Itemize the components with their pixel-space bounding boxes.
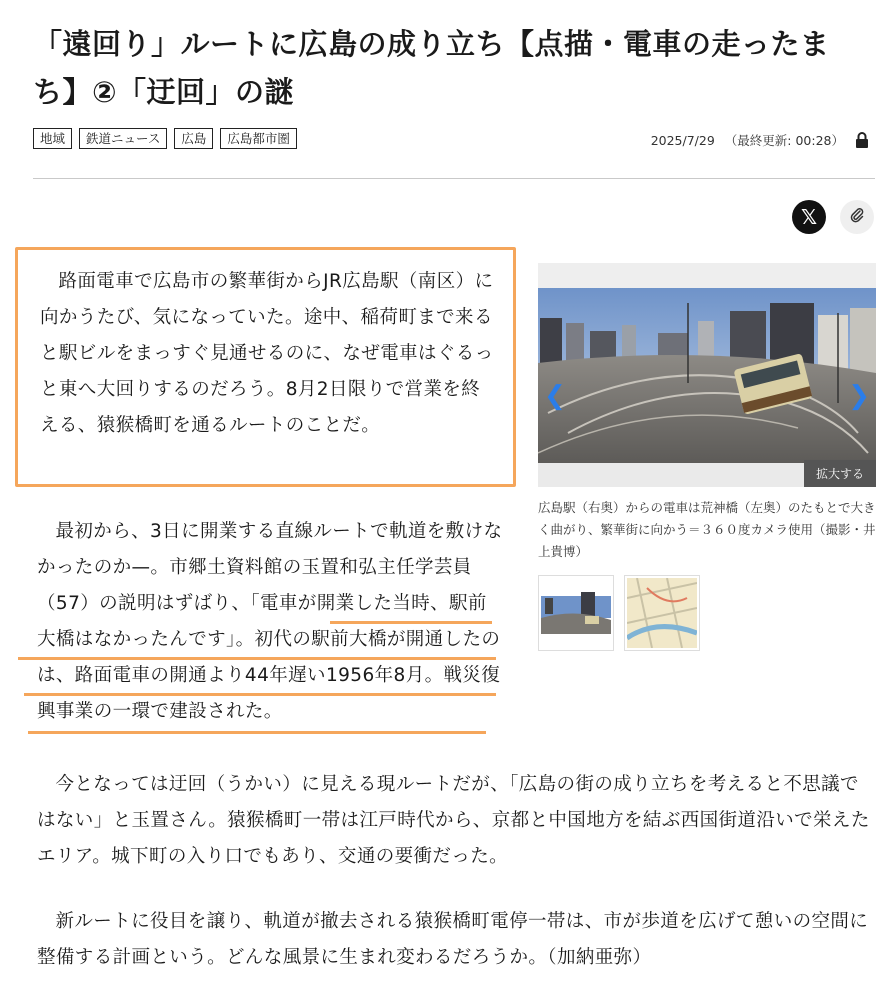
highlight-underline <box>24 693 496 696</box>
lock-icon <box>854 131 870 149</box>
tag-hiroshima-metro[interactable]: 広島都市圏 <box>220 128 297 149</box>
publish-date: 2025/7/29 <box>650 132 715 148</box>
header-divider <box>33 178 875 179</box>
photo-carousel[interactable] <box>538 263 876 487</box>
body-paragraph-4 <box>37 904 877 976</box>
article-headline: 「遠回り」ルートに広島の成り立ち【点描・電車の走ったまち】②「迂回」の謎 <box>33 27 830 109</box>
tag-hiroshima[interactable]: 広島 <box>174 128 213 149</box>
share-bar <box>792 200 874 234</box>
highlight-underline <box>18 657 496 660</box>
article-meta <box>651 131 870 149</box>
tag-list <box>33 128 297 149</box>
copy-link-button[interactable] <box>840 200 874 234</box>
paperclip-icon <box>848 206 866 228</box>
thumbnail-list <box>538 575 876 651</box>
lead-paragraph: 路面電車で広島市の繁華街からJR広島駅（南区）に向かうたび、気になっていた。途中、稲荷町まで来ると駅ビルをまっすぐ見通せるのに、なぜ電車はぐるっと東へ大回りするのだろう。8月2日限りで営業を終える、猿猴橋町を通るルートのことだ。 <box>40 271 494 436</box>
lead-box <box>15 247 516 487</box>
thumbnail-tram[interactable] <box>538 575 614 651</box>
paragraph-4-text: 新ルートに役目を譲り、軌道が撤去される猿猴橋町電停一帯は、市が歩道を広げて憩いの空間に整備する計画という。どんな風景に生まれ変わるだろうか。（加納亜弥） <box>37 911 869 968</box>
photo-figure <box>538 263 876 651</box>
x-icon: 𝕏 <box>800 205 818 229</box>
chevron-right-icon[interactable]: ❯ <box>848 381 870 411</box>
tag-chiiki[interactable]: 地域 <box>33 128 72 149</box>
chevron-left-icon[interactable]: ❮ <box>544 381 566 411</box>
paragraph-2-text: 最初から、3日に開業する直線ルートで軌道を敷けなかったのか—。市郷土資料館の玉置和弘主任学芸員（57）の説明はずばり、「電車が開業した当時、駅前大橋はなかったんです」。初代の駅前大橋が開通したのは、路面電車の開通より44年遅い1956年8月。戦災復興事業の一環で建設された。 <box>37 521 503 722</box>
enlarge-button[interactable]: 拡大する <box>804 460 876 487</box>
thumbnail-map[interactable] <box>624 575 700 651</box>
paragraph-3-text: 今となっては迂回（うかい）に見える現ルートだが、「広島の街の成り立ちを考えると不思議ではない」と玉置さん。猿猴橋町一帯は江戸時代から、京都と中国地方を結ぶ西国街道沿いで栄えたエリア。城下町の入り口でもあり、交通の要衝だった。 <box>37 774 870 867</box>
highlight-underline <box>28 731 486 734</box>
x-share-button[interactable] <box>792 200 826 234</box>
body-paragraph-3 <box>37 767 877 875</box>
updated-time: （最終更新: 00:28） <box>724 133 844 148</box>
tag-railway-news[interactable]: 鉄道ニュース <box>79 128 167 149</box>
tram-photo <box>538 263 876 487</box>
photo-caption: 広島駅（右奥）からの電車は荒神橋（左奥）のたもとで大きく曲がり、繁華街に向かう＝３６０度カメラ使用（撮影・井上貴博） <box>538 500 876 559</box>
highlight-underline <box>330 621 492 624</box>
